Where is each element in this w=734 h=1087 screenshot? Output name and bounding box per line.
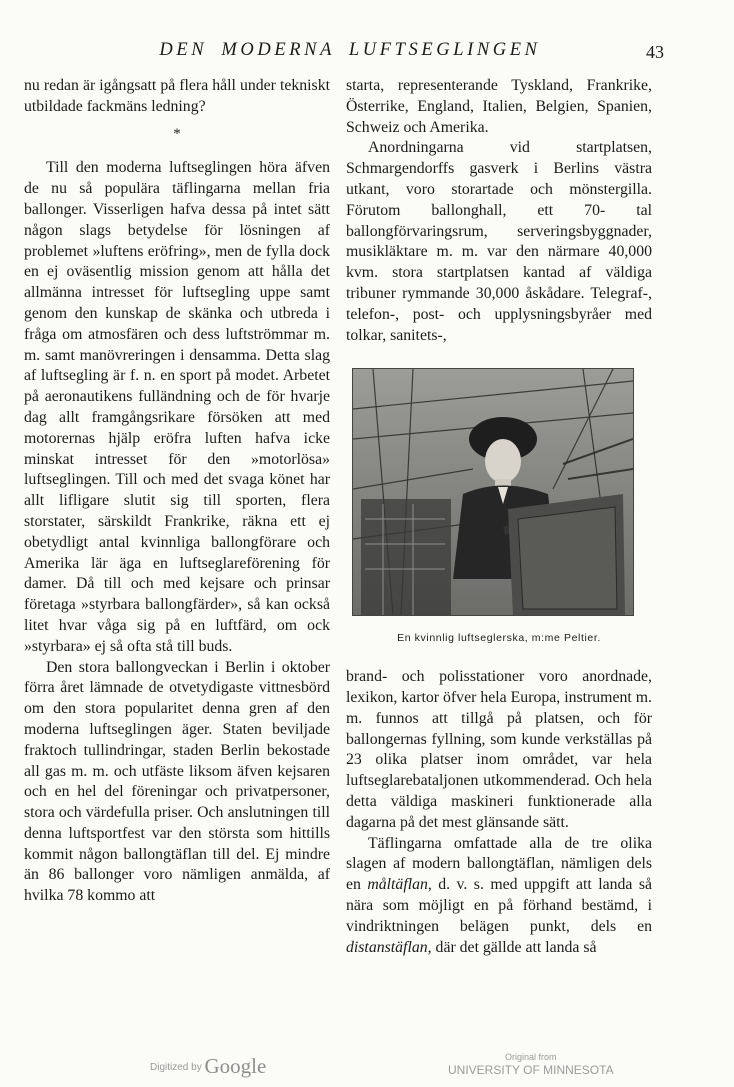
text-run: , d. v. s. med uppgift att landa så nära som möjligt en på förhand bestämd, i vindriktningen belägen punkt, dels en <box>346 876 653 935</box>
figure-caption: En kvinnlig luftseglerska, m:me Peltier. <box>397 632 601 645</box>
paragraph: brand- och polisstationer voro anordnade, lexikon, kartor öfver hela Europa, instrument m. m. funnos att tillgå på platsen, och för ballongernas fyllning, som kunde verkställas på 23 olika platser inom området, var hela luftseglarebataljonen utkommenderad. Och hela detta väldiga maskineri funktionerade alla dagarna på det mest glänsande sätt. <box>346 668 652 831</box>
text-run: , där det gällde att landa så <box>427 938 597 956</box>
paragraph: nu redan är igångsatt på flera håll under tekniskt utbildade fackmäns ledning? <box>24 77 330 115</box>
running-header <box>0 40 734 70</box>
institution-name: UNIVERSITY OF MINNESOTA <box>448 1063 614 1077</box>
paragraph: Till den moderna luftseglingen höra äfven de nu så populära täflingarna mellan fria ballonger. Visserligen hafva dessa på intet sätt någon slags betydelse för lösningen af problemet »luftens eröfring», men de fylla dock en ej oväsentlig mission genom att hålla det allmänna intresset för luftsegling uppe samt genom den kunskap de skänka och utbreda i fråga om atmosfären och dess luftströmmar m. m. samt manövreringen i densamma. Detta slag af luftsegling är f. n. en sport på modet. Arbetet på aeronautikens fulländning och de för hvarje dag allt framgångsrikare försöken att med motorernas hjälp eröfra luften hafva icke minskat intresset för den »motorlösa» luftseglingen. Till och med det svaga könet har allt lifligare slutit sig till sporten, flera storstater, särskildt Frankrike, räkna ett ej obetydligt antal kvinnliga ballongförare och Amerika lär äga en luftseglareförening för damer. Då till och med kejsare och prinsar företaga »styrbara ballongfärder», så kan också litet hvar våga sig på en luftfärd, om ock »styrbara» ej så ofta stå till buds. <box>24 159 330 655</box>
paragraph: Den stora ballongveckan i Berlin i oktober förra året lämnade de otvetydigaste vittnesbörd om den stora popularitet denna gren af den moderna luftseglingen äger. Staten beviljade fraktoch tullindringar, staden Berlin bekostade all gas m. m. och utfäste liksom äfven kejsaren och en hel del föreningar och privatpersoner, stora och värdefulla priser. Och anslutningen till denna luftsportfest var den största som hittills kommit någon ballongtäflan till del. Ej mindre än 86 ballonger voro nämligen anmälda, af hvilka 78 kommo att <box>24 658 330 905</box>
paragraph: Anordningarna vid startplatsen, Schmargendorffs gasverk i Berlins västra utkant, voro storartade och mönstergilla. Förutom ballonghall, ett 70- tal ballongförvaringsrum, serveringsbyggnader, musikläktare m. m. var den närmare 40,000 kvm. stora startplatsen kantad af väldiga tribuner rymmande 30,000 åskådare. Telegraf-, telefon-, post- och upplysningsbyråer med tolkar, sanitets-, <box>346 139 652 344</box>
photo-illustration <box>353 369 633 615</box>
section-separator: * <box>173 125 181 142</box>
digitized-by-footer <box>150 1054 266 1079</box>
running-title: DEN MODERNA LUFTSEGLINGEN <box>159 40 541 60</box>
text-run: Täflingarna omfattade alla de tre olika slagen af modern ballongtäflan, nämligen dels en <box>346 834 652 894</box>
source-footer <box>448 1051 614 1077</box>
google-logo: Google <box>204 1054 267 1078</box>
photograph <box>352 368 634 616</box>
page-number: 43 <box>646 42 664 62</box>
digitized-by-label: Digitized by <box>150 1062 202 1073</box>
paragraph <box>346 834 652 959</box>
right-column <box>346 76 652 958</box>
original-from-label: Original from <box>505 1052 557 1062</box>
italic-term: distanstäflan <box>346 938 428 956</box>
paragraph: starta, representerande Tyskland, Frankrike, Österrike, England, Italien, Belgien, Spanien, Schweiz och Amerika. <box>346 77 652 136</box>
italic-term: måltäflan <box>367 876 428 894</box>
figure <box>352 368 646 649</box>
left-column <box>24 76 330 907</box>
